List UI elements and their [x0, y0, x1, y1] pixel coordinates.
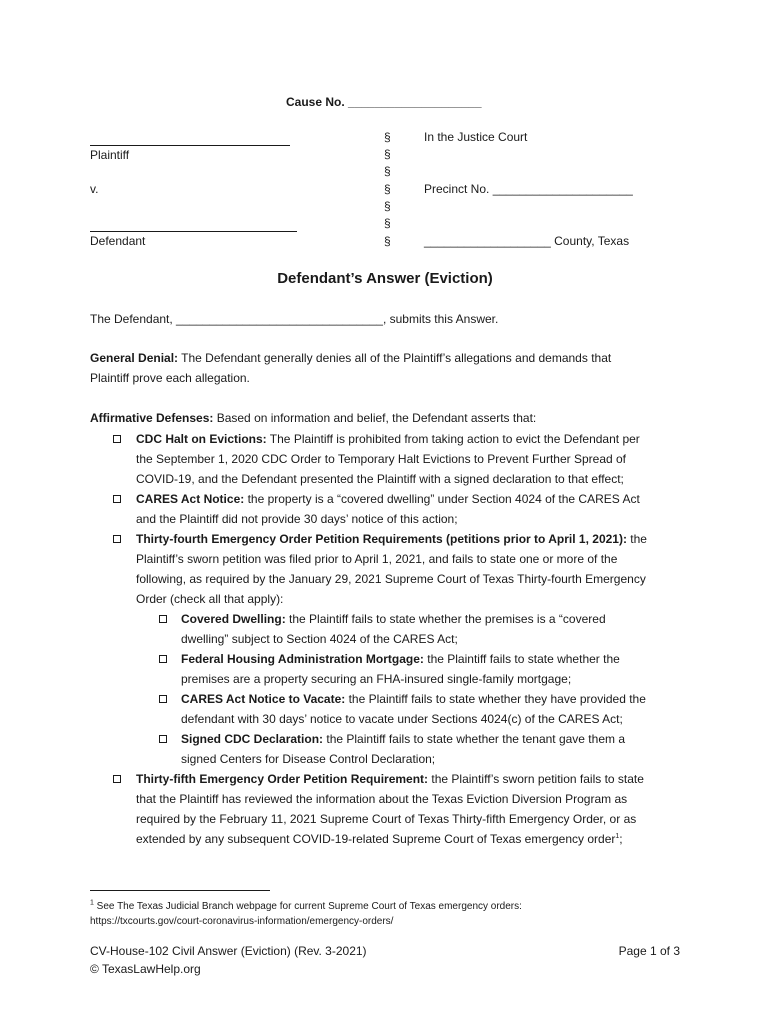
affirmative-heading: Affirmative Defenses:: [90, 411, 214, 425]
item-text: the Plaintiff fails to state whether the tenant gave them a: [323, 732, 625, 746]
versus-label: v.: [90, 182, 99, 196]
item-text: that the Plaintiff has reviewed the information about the Texas Eviction Diversion Program as: [136, 792, 628, 806]
section-symbol: §: [384, 147, 391, 161]
thirty-fifth-checkbox[interactable]: [113, 775, 121, 783]
section-symbol: §: [384, 130, 391, 144]
notice-to-vacate-checkbox[interactable]: [159, 695, 167, 703]
general-denial-text: Plaintiff prove each allegation.: [90, 371, 250, 385]
form-id: CV-House-102 Civil Answer (Eviction) (Rev. 3-2021): [90, 944, 367, 958]
footnote-text: See The Texas Judicial Branch webpage for current Supreme Court of Texas emergency orders:: [93, 901, 522, 912]
section-symbol: §: [384, 182, 391, 196]
cares-notice-checkbox[interactable]: [113, 495, 121, 503]
thirty-fifth-item: [136, 769, 644, 849]
plaintiff-label: Plaintiff: [90, 148, 130, 162]
item-text: the Plaintiff fails to state whether the: [423, 652, 620, 666]
item-text: signed Centers for Disease Control Declaration;: [181, 752, 436, 766]
fha-mortgage-item: [181, 649, 620, 689]
item-text: defendant with 30 days’ notice to vacate under Sections 4024(c) of the CARES Act;: [181, 712, 623, 726]
copyright: © TexasLawHelp.org: [90, 962, 201, 976]
item-text: required by the February 11, 2021 Supreme Court of Texas Thirty-fifth Emergency Order, or as: [136, 812, 637, 826]
cause-number: Cause No. ____________________: [286, 95, 482, 109]
footnote-line: [90, 901, 522, 912]
general-denial-text: The Defendant generally denies all of the Plaintiff’s allegations and demands that: [178, 351, 612, 365]
thirty-fourth-checkbox[interactable]: [113, 535, 121, 543]
cares-notice-item: [136, 489, 640, 529]
footnote-url: https://txcourts.gov/court-coronavirus-information/emergency-orders/: [90, 916, 394, 927]
precinct-label: Precinct No. _____________________: [424, 182, 633, 196]
item-text: ;: [619, 832, 623, 846]
section-symbol: §: [384, 234, 391, 248]
defendant-label: Defendant: [90, 234, 146, 248]
item-heading: CARES Act Notice:: [136, 492, 245, 506]
item-text: the Plaintiff fails to state whether the premises is a “covered: [285, 612, 606, 626]
item-text: the Plaintiff fails to state whether they have provided the: [345, 692, 646, 706]
item-text: extended by any subsequent COVID-19-related Supreme Court of Texas emergency order: [136, 832, 616, 846]
plaintiff-blank-line: [90, 145, 290, 146]
signed-cdc-checkbox[interactable]: [159, 735, 167, 743]
notice-to-vacate-item: [181, 689, 646, 729]
item-text: The Plaintiff is prohibited from taking action to evict the Defendant per: [266, 432, 640, 446]
section-symbol: §: [384, 216, 391, 230]
item-text: premises are a property securing an FHA-insured single-family mortgage;: [181, 672, 572, 686]
footnote-reference: 1: [615, 833, 620, 840]
general-denial-heading: General Denial:: [90, 351, 179, 365]
court-label: In the Justice Court: [424, 130, 528, 144]
item-text: following, as required by the January 29, 2021 Supreme Court of Texas Thirty-fourth Emergency: [136, 572, 646, 586]
item-text: the Plaintiff’s sworn petition fails to state: [428, 772, 644, 786]
thirty-fourth-item: [136, 529, 647, 609]
general-denial: [90, 348, 611, 388]
item-heading: Thirty-fourth Emergency Order Petition Requirements (petitions prior to April 1, 2021):: [136, 532, 627, 546]
signed-cdc-item: [181, 729, 625, 769]
section-symbol: §: [384, 199, 391, 213]
item-text: dwelling” subject to Section 4024 of the CARES Act;: [181, 632, 458, 646]
item-text: COVID-19, and the Defendant presented the Plaintiff with a signed declaration to that effect;: [136, 472, 624, 486]
affirmative-defenses: [90, 411, 536, 425]
fha-mortgage-checkbox[interactable]: [159, 655, 167, 663]
item-heading: Thirty-fifth Emergency Order Petition Requirement:: [136, 772, 429, 786]
covered-dwelling-checkbox[interactable]: [159, 615, 167, 623]
document-title: Defendant’s Answer (Eviction): [277, 270, 493, 287]
item-heading: CARES Act Notice to Vacate:: [181, 692, 346, 706]
county-label: ___________________ County, Texas: [424, 234, 630, 248]
item-text: the: [626, 532, 647, 546]
footnote-mark: 1: [90, 899, 94, 907]
item-text: and the Plaintiff did not provide 30 days’ notice of this action;: [136, 512, 458, 526]
item-text: the September 1, 2020 CDC Order to Temporary Halt Evictions to Prevent Further Spread of: [136, 452, 627, 466]
cdc-halt-item: [136, 429, 640, 489]
item-heading: Covered Dwelling:: [181, 612, 286, 626]
item-heading: Signed CDC Declaration:: [181, 732, 324, 746]
item-text: Plaintiff’s sworn petition was filed prior to April 1, 2021, and fails to state one or more of the: [136, 552, 618, 566]
page-number: Page 1 of 3: [618, 944, 680, 958]
affirmative-lead: Based on information and belief, the Defendant asserts that:: [213, 411, 537, 425]
defendant-blank-line: [90, 231, 297, 232]
item-text: the property is a “covered dwelling” under Section 4024 of the CARES Act: [244, 492, 640, 506]
section-symbol: §: [384, 164, 391, 178]
intro-sentence: The Defendant, _______________________________, submits this Answer.: [90, 312, 499, 326]
footnote-separator: [90, 890, 270, 891]
item-heading: Federal Housing Administration Mortgage:: [181, 652, 424, 666]
item-heading: CDC Halt on Evictions:: [136, 432, 267, 446]
item-text: Order (check all that apply):: [136, 592, 284, 606]
cdc-halt-checkbox[interactable]: [113, 435, 121, 443]
covered-dwelling-item: [181, 609, 606, 649]
